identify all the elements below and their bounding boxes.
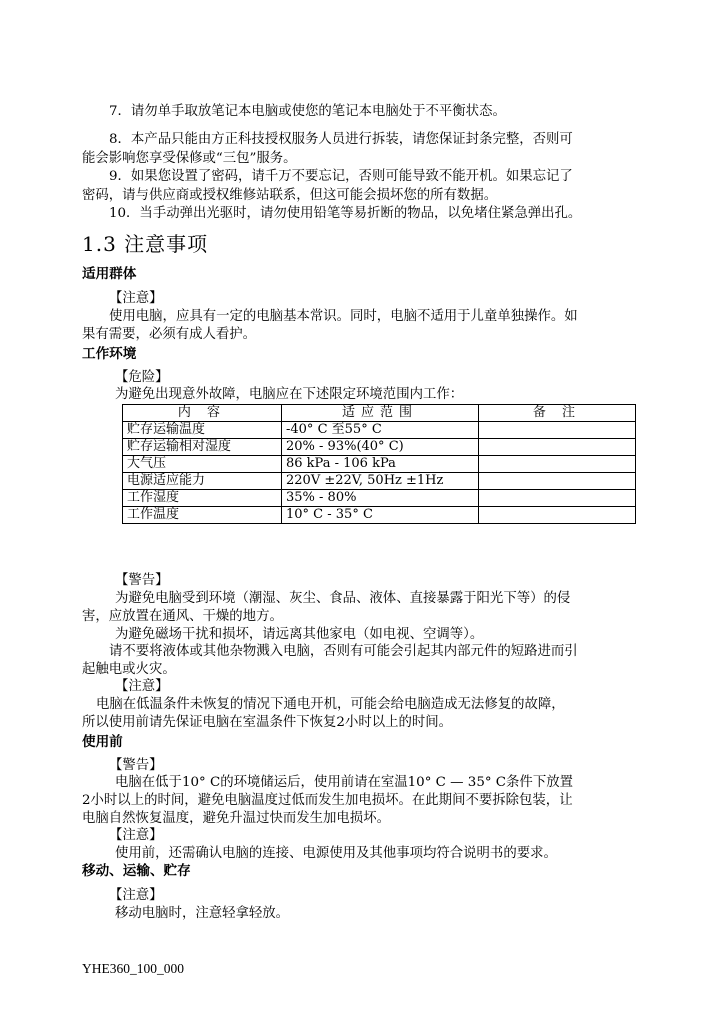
cell-remark <box>479 473 636 490</box>
cell-range: 10° C - 35° C <box>282 507 479 524</box>
note-tag-env: 【注意】 <box>115 679 169 694</box>
cell-remark <box>479 422 636 439</box>
users-note-line1: 使用电脑，应具有一定的电脑基本常识。同时，电脑不适用于儿童单独操作。如 <box>109 309 578 324</box>
heading-transport-storage: 移动、运输、贮存 <box>82 863 191 879</box>
header-range: 适应范围 <box>282 405 479 422</box>
cell-remark <box>479 507 636 524</box>
env-warning3-line1: 请不要将液体或其他杂物溅入电脑，否则有可能会引起其内部元件的短路进而引 <box>109 644 578 659</box>
table-header-row <box>123 405 636 422</box>
cell-remark <box>479 439 636 456</box>
before-use-warning-line2: 2小时以上的时间，避免电脑温度过低而发生加电损坏。在此期间不要拆除包装，让 <box>82 793 573 808</box>
cell-item: 工作湿度 <box>123 490 282 507</box>
table-row <box>123 439 636 456</box>
heading-target-users: 适用群体 <box>82 266 137 282</box>
item-9-line2: 密码，请与供应商或授权维修站联系，但这可能会损坏您的所有数据。 <box>82 188 498 203</box>
env-warning3-line2: 起触电或火灾。 <box>82 662 176 677</box>
environment-intro: 为避免出现意外故障，电脑应在下述限定环境范围内工作： <box>115 387 464 402</box>
table-row <box>123 456 636 473</box>
before-use-warning-line1: 电脑在低于10° C的环境储运后，使用前请在室温10° C — 35° C条件下放置 <box>115 775 573 790</box>
item-9-line1: 9．如果您设置了密码，请千万不要忘记，否则可能导致不能开机。如果忘记了 <box>109 169 573 184</box>
cell-item: 电源适应能力 <box>123 473 282 490</box>
note-tag-before-use: 【注意】 <box>109 828 163 843</box>
table-row <box>123 473 636 490</box>
cell-range: 20% - 93%(40° C) <box>282 439 479 456</box>
users-note-line2: 果有需要，必须有成人看护。 <box>82 327 257 342</box>
env-note-line2: 所以使用前请先保证电脑在室温条件下恢复2小时以上的时间。 <box>82 715 453 730</box>
table-row <box>123 490 636 507</box>
warning-tag-env: 【警告】 <box>115 573 169 588</box>
section-title: 1.3 注意事项 <box>82 232 209 256</box>
item-8-line2: 能会影响您享受保修或“三包”服务。 <box>82 151 297 166</box>
item-7: 7．请勿单手取放笔记本电脑或使您的笔记本电脑处于不平衡状态。 <box>109 104 506 119</box>
heading-before-use: 使用前 <box>82 734 123 750</box>
item-8-line1: 8．本产品只能由方正科技授权服务人员进行拆装，请您保证封条完整，否则可 <box>109 132 573 147</box>
env-warning1-line2: 害，应放置在通风、干燥的地方。 <box>82 609 283 624</box>
cell-range: 220V ±22V, 50Hz ±1Hz <box>282 473 479 490</box>
cell-remark <box>479 456 636 473</box>
note-tag-transport: 【注意】 <box>109 888 163 903</box>
cell-item: 贮存运输温度 <box>123 422 282 439</box>
footer-doc-code: YHE360_100_000 <box>82 961 184 976</box>
cell-item: 贮存运输相对湿度 <box>123 439 282 456</box>
cell-range: -40° C 至55° C <box>282 422 479 439</box>
warning-tag-before-use: 【警告】 <box>109 758 163 773</box>
header-content: 内 容 <box>123 405 282 422</box>
env-warning2: 为避免磁场干扰和损坏，请远离其他家电（如电视、空调等）。 <box>115 627 484 642</box>
environment-table <box>122 404 636 524</box>
cell-remark <box>479 490 636 507</box>
danger-tag: 【危险】 <box>115 370 169 385</box>
env-note-line1: 电脑在低温条件未恢复的情况下通电开机，可能会给电脑造成无法修复的故障， <box>96 697 565 712</box>
cell-item: 大气压 <box>123 456 282 473</box>
cell-range: 86 kPa - 106 kPa <box>282 456 479 473</box>
transport-note: 移动电脑时，注意轻拿轻放。 <box>115 906 290 921</box>
cell-item: 工作温度 <box>123 507 282 524</box>
table-row <box>123 507 636 524</box>
before-use-warning-line3: 电脑自然恢复温度，避免升温过快而发生加电损坏。 <box>82 811 390 826</box>
header-remarks: 备 注 <box>479 405 636 422</box>
table-row <box>123 422 636 439</box>
item-10: 10．当手动弹出光驱时，请勿使用铅笔等易折断的物品，以免堵住紧急弹出孔。 <box>109 206 582 221</box>
env-warning1-line1: 为避免电脑受到环境（潮湿、灰尘、食品、液体、直接暴露于阳光下等）的侵 <box>115 591 571 606</box>
cell-range: 35% - 80% <box>282 490 479 507</box>
before-use-note: 使用前，还需确认电脑的连接、电源使用及其他事项均符合说明书的要求。 <box>115 846 557 861</box>
note-tag-users: 【注意】 <box>109 291 163 306</box>
heading-work-environment: 工作环境 <box>82 346 137 362</box>
